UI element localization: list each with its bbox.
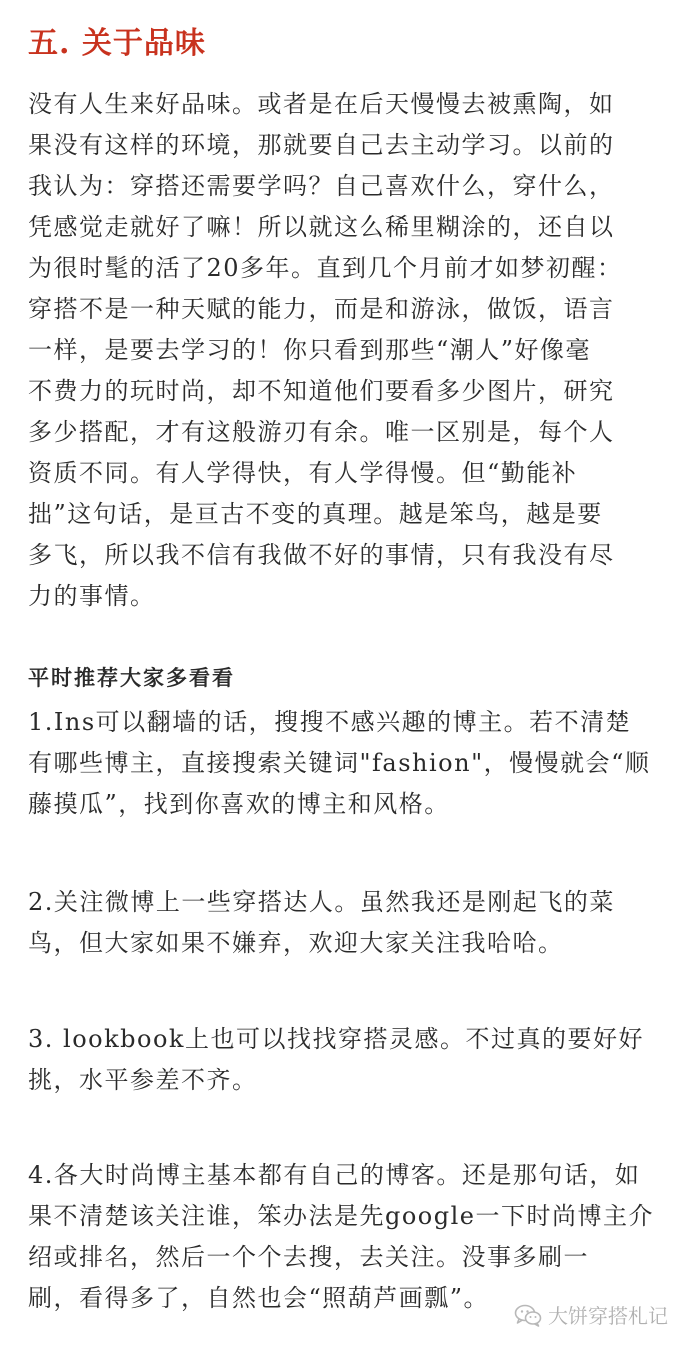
paragraph-line: 果没有这样的环境，那就要自己去主动学习。以前的: [28, 131, 615, 159]
account-watermark: [514, 1300, 668, 1329]
paragraph-line: 为很时髦的活了20多年。直到几个月前才如梦初醒：: [28, 254, 623, 282]
paragraph-line: 力的事情。: [28, 582, 156, 610]
tip-3-paragraph: [28, 1019, 644, 1101]
paragraph-line: 拙”这句话，是亘古不变的真理。越是笨鸟，越是要: [28, 500, 603, 528]
paragraph-line: 多少搭配，才有这般游刃有余。唯一区别是，每个人: [28, 418, 615, 446]
paragraph-line: 果不清楚该关注谁，笨办法是先google一下时尚博主介: [28, 1202, 655, 1230]
paragraph-line: 穿搭不是一种天赋的能力，而是和游泳，做饭，语言: [28, 295, 615, 323]
paragraph-line: 资质不同。有人学得快，有人学得慢。但“勤能补: [28, 459, 578, 487]
paragraph-line: 1.Ins可以翻墙的话，搜搜不感兴趣的博主。若不清楚: [28, 708, 632, 736]
section-heading: 五. 关于品味: [28, 26, 206, 61]
paragraph-line: 不费力的玩时尚，却不知道他们要看多少图片，研究: [28, 377, 615, 405]
watermark-text: 大饼穿搭札记: [548, 1304, 668, 1328]
paragraph-line: 挑，水平参差不齐。: [28, 1066, 258, 1094]
paragraph-line: 凭感觉走就好了嘛！所以就这么稀里糊涂的，还自以: [28, 213, 615, 241]
paragraph-line: 2.关注微博上一些穿搭达人。虽然我还是刚起飞的菜: [28, 888, 615, 916]
tip-4-paragraph: [28, 1155, 654, 1319]
paragraph-line: 没有人生来好品味。或者是在后天慢慢去被熏陶，如: [28, 90, 615, 118]
paragraph-line: 有哪些博主，直接搜索关键词"fashion"，慢慢就会“顺: [28, 749, 651, 777]
paragraph-line: 鸟，但大家如果不嫌弃，欢迎大家关注我哈哈。: [28, 929, 564, 957]
tip-2-paragraph: [28, 882, 615, 964]
paragraph-line: 一样，是要去学习的！你只看到那些“潮人”好像毫: [28, 336, 592, 364]
paragraph-line: 多飞，所以我不信有我做不好的事情，只有我没有尽: [28, 541, 615, 569]
paragraph-line: 藤摸瓜”，找到你喜欢的博主和风格。: [28, 790, 450, 818]
paragraph-line: 我认为：穿搭还需要学吗？自己喜欢什么，穿什么，: [28, 172, 615, 200]
paragraph-line: 3. lookbook上也可以找找穿搭灵感。不过真的要好好: [28, 1025, 644, 1053]
recommend-heading: 平时推荐大家多看看: [28, 665, 235, 690]
wechat-icon: [514, 1303, 542, 1327]
paragraph-line: 绍或排名，然后一个个去搜，去关注。没事多刷一: [28, 1243, 589, 1271]
paragraph-line: 4.各大时尚博主基本都有自己的博客。还是那句话，如: [28, 1161, 641, 1189]
intro-paragraph: [28, 84, 623, 617]
tip-1-paragraph: [28, 702, 650, 825]
paragraph-line: 刷，看得多了，自然也会“照葫芦画瓢”。: [28, 1284, 490, 1312]
